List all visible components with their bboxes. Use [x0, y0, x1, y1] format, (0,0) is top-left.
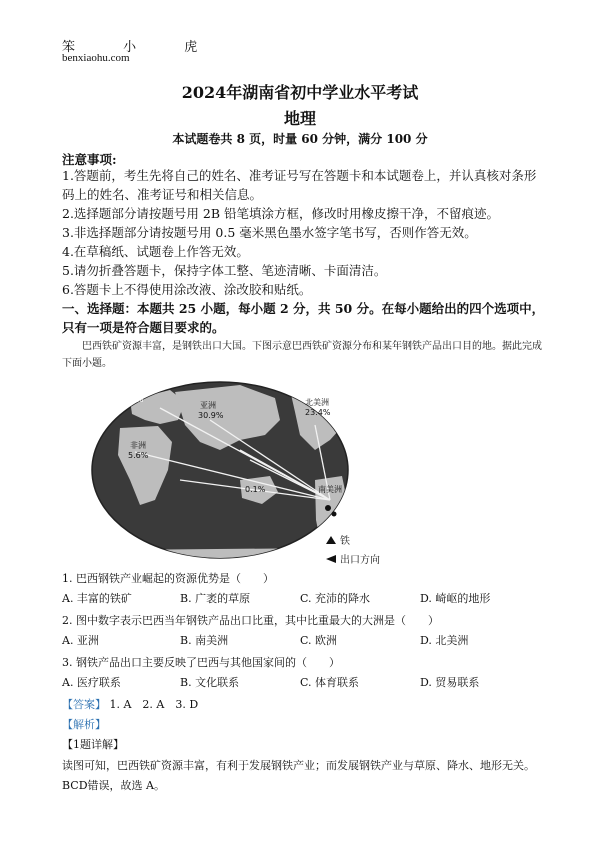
world-map	[90, 380, 350, 560]
q1-option-a: A. 丰富的铁矿	[62, 592, 132, 605]
answer-line	[62, 696, 198, 712]
analysis-tag: 【解析】	[62, 718, 106, 731]
map-label-south-america: 南美洲	[318, 485, 342, 494]
map-label-europe-pct: 11.6%	[118, 395, 144, 404]
q1-option-c: C. 充沛的降水	[300, 592, 371, 605]
notice-item-2: 2.选择题部分请按题号用 2B 铅笔填涂方框，修改时用橡皮擦干净，不留痕迹。	[62, 206, 500, 221]
notice-item-6: 6.答题卡上不得使用涂改液、涂改胶和贴纸。	[62, 282, 312, 297]
question-3-stem: 3. 钢铁产品出口主要反映了巴西与其他国家间的（ ）	[62, 656, 340, 669]
map-label-north-america: 北美洲	[305, 398, 329, 407]
analysis-line	[62, 716, 106, 732]
map-label-oceania-pct: 0.1%	[245, 485, 266, 494]
q1-option-b: B. 广袤的草原	[180, 592, 251, 605]
exam-info: 本试题卷共 8 页，时量 60 分钟，满分 100 分	[172, 132, 428, 146]
section-heading: 一、选择题：本题共 25 小题，每小题 2 分，共 50 分。在每小题给出的四个选项中，只有一项是符合题目要求的。	[62, 301, 545, 335]
section-intro: 巴西铁矿资源丰富，是钢铁出口大国。下图示意巴西铁矿资源分布和某年钢铁产品出口目的地。据此完成下面小题。	[62, 341, 542, 369]
detail-text: 读图可知，巴西铁矿资源丰富，有利于发展钢铁产业；而发展钢铁产业与草原、降水、地形无关。BCD错误，故选 A。	[62, 759, 535, 792]
notice-heading: 注意事项:	[62, 152, 117, 167]
legend-iron: 铁	[326, 532, 380, 547]
q2-option-a: A. 亚洲	[62, 634, 99, 647]
map-label-africa: 非洲	[130, 441, 146, 450]
q1-option-d: D. 崎岖的地形	[420, 592, 491, 605]
q2-option-c: C. 欧洲	[300, 634, 338, 647]
map-label-north-america-pct: 23.4%	[305, 408, 331, 417]
map-legend	[326, 532, 380, 566]
exam-subject: 地理	[283, 109, 316, 128]
iron-marker	[332, 512, 337, 517]
q3-option-d: D. 贸易联系	[420, 676, 480, 689]
detail-heading: 【1题详解】	[62, 738, 124, 751]
answer-tag: 【答案】	[62, 698, 106, 711]
q2-option-b: B. 南美洲	[180, 634, 229, 647]
brand-site: benxiaohu.com	[62, 52, 130, 64]
map-label-asia-pct: 30.9%	[198, 411, 224, 420]
notice-item-4: 4.在草稿纸、试题卷上作答无效。	[62, 244, 249, 259]
q2-option-d: D. 北美洲	[420, 634, 469, 647]
triangle-icon	[326, 536, 336, 544]
exam-title: 2024年湖南省初中学业水平考试	[181, 83, 419, 102]
notice-item-5: 5.请勿折叠答题卡，保持字体工整、笔迹清晰、卡面清洁。	[62, 263, 387, 278]
map-label-asia: 亚洲	[200, 401, 216, 410]
notice-item-1: 1.答题前，考生先将自己的姓名、准考证号写在答题卡和本试题卷上，并认真核对条形码上的姓名、准考证号和相关信息。	[62, 168, 537, 202]
world-map-figure	[90, 380, 350, 560]
q3-option-b: B. 文化联系	[180, 676, 240, 689]
iron-marker	[325, 505, 331, 511]
brand-name: 笨 小 虎	[62, 40, 220, 55]
arrow-left-icon	[326, 555, 336, 563]
question-2-stem: 2. 图中数字表示巴西当年钢铁产品出口比重，其中比重最大的大洲是（ ）	[62, 614, 439, 627]
question-1-stem: 1. 巴西钢铁产业崛起的资源优势是（ ）	[62, 572, 274, 585]
map-label-africa-pct: 5.6%	[128, 451, 149, 460]
legend-export: 出口方向	[326, 551, 380, 566]
notice-item-3: 3.非选择题部分请按题号用 0.5 毫米黑色墨水签字笔书写，否则作答无效。	[62, 225, 477, 240]
q3-option-a: A. 医疗联系	[62, 676, 121, 689]
q3-option-c: C. 体育联系	[300, 676, 360, 689]
answer-text: 1. A 2. A 3. D	[109, 698, 199, 711]
